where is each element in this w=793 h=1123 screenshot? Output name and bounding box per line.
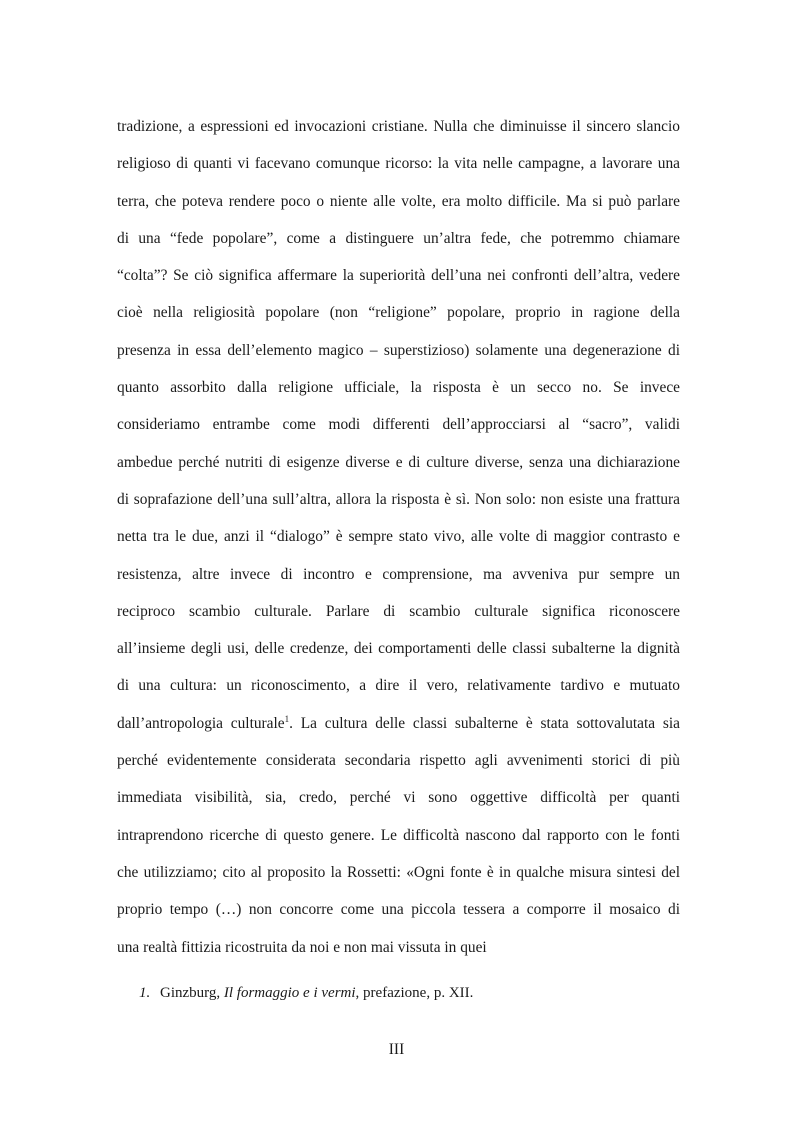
footnote-title: Il formaggio e i vermi [223,985,356,1001]
text-line: netta tra le due, anzi il “dialogo” è sempre stato vivo, alle volte di maggior contrasto e [117,528,680,546]
text-line: che utilizziamo; cito al proposito la Rossetti: «Ogni fonte è in qualche misura sintesi del [117,863,680,881]
footnote-author: Ginzburg, [160,985,221,1001]
text-line: ambedue perché nutriti di esigenze diverse e di culture diverse, senza una dichiarazione [117,453,680,471]
text-line: di soprafazione dell’una sull’altra, allora la risposta è sì. Non solo: non esiste una frattura [117,490,680,508]
text-line: religioso di quanti vi facevano comunque ricorso: la vita nelle campagne, a lavorare una [117,155,680,173]
text-line: intraprendono ricerche di questo genere. Le difficoltà nascono dal rapporto con le fonti [117,826,680,844]
text-line: all’insieme degli usi, delle credenze, dei comportamenti delle classi subalterne la dignità [117,640,680,658]
text-line: cioè nella religiosità popolare (non “religione” popolare, proprio in ragione della [117,304,680,322]
text-line: immediata visibilità, sia, credo, perché vi sono oggettive difficoltà per quanti [117,789,680,807]
text-fragment: . La cultura delle classi subalterne è stata sottovalutata sia [289,714,680,732]
footnote-marker: 1 [284,713,290,724]
text-line: consideriamo entrambe come modi differenti dell’approcciarsi al “sacro”, validi [117,416,680,434]
text-line: reciproco scambio culturale. Parlare di scambio culturale significa riconoscere [117,602,680,620]
text-line: di una cultura: un riconoscimento, a dire il vero, relativamente tardivo e mutuato [117,677,680,695]
text-line: resistenza, altre invece di incontro e comprensione, ma avveniva pur sempre un [117,565,680,583]
body-paragraph [117,108,680,966]
text-line-footnote-ref [117,705,680,742]
text-line: tradizione, a espressioni ed invocazioni cristiane. Nulla che diminuisse il sincero slancio [117,118,680,135]
text-line: terra, che poteva rendere poco o niente alle volte, era molto difficile. Ma si può parlare [117,192,680,210]
footnote [139,983,473,1003]
page-number: III [388,1041,405,1058]
text-line: proprio tempo (…) non concorre come una piccola tessera a comporre il mosaico di [117,901,680,919]
text-line: “colta”? Se ciò significa affermare la superiorità dell’una nei confronti dell’altra, vedere [117,267,680,285]
text-line: una realtà fittizia ricostruita da noi e non mai vissuta in quei [117,938,487,956]
text-line: quanto assorbito dalla religione ufficiale, la risposta è un secco no. Se invece [117,379,680,397]
text-line: perché evidentemente considerata secondaria rispetto agli avvenimenti storici di più [117,752,680,770]
footnote-rest: , prefazione, p. XII. [355,985,474,1001]
text-line: di una “fede popolare”, come a distinguere un’altra fede, che potremmo chiamare [117,229,680,247]
text-line: presenza in essa dell’elemento magico – superstizioso) solamente una degenerazione di [117,341,680,359]
footnote-number: 1. [139,985,151,1001]
text-fragment: dall’antropologia culturale [117,714,285,732]
